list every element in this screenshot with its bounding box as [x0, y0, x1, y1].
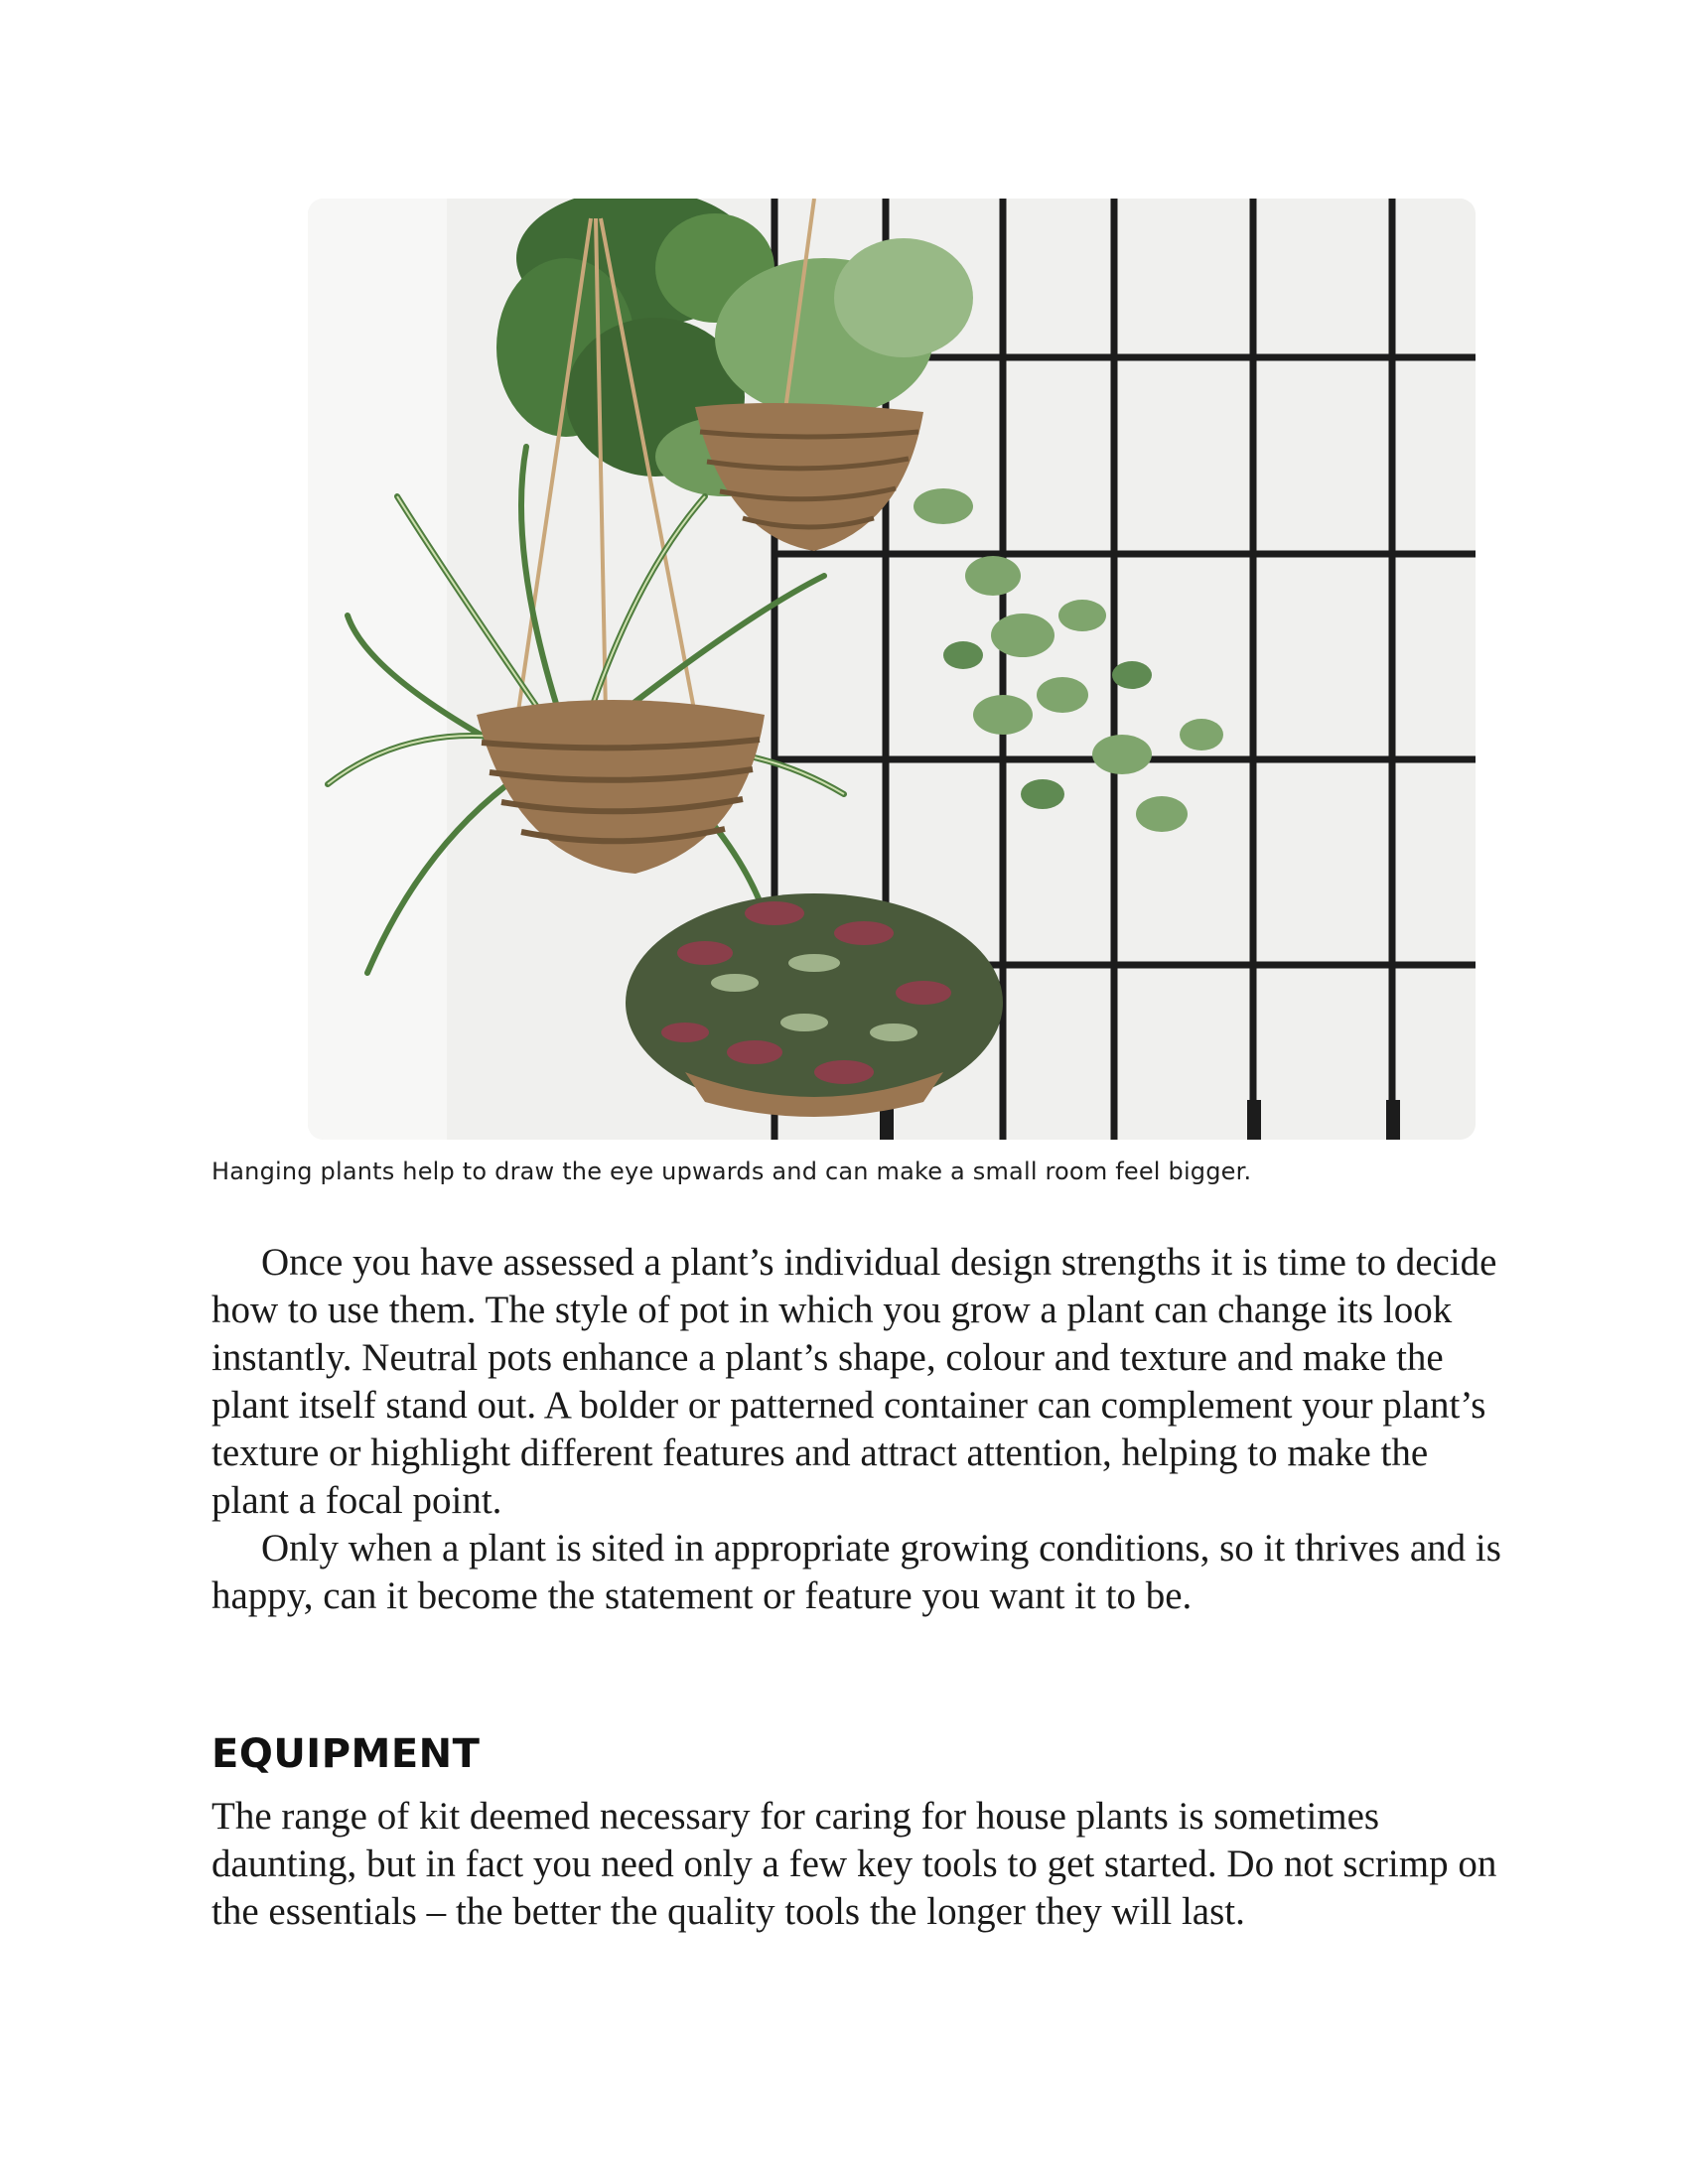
intro-paragraph-1: Once you have assessed a plant’s individual design strengths it is time to decide how to use them. The style of pot in which you grow a plant can change its look instantly. Neutral pots enhance a plant’s shape, colour and texture and make the plant itself stand out. A bolder or patterned container can complement your plant’s texture or highlight different features and attract attention, helping to make the plant a focal point.	[211, 1241, 1497, 1522]
figure-caption: Hanging plants help to draw the eye upwards and can make a small room feel bigger.	[211, 1158, 1252, 1185]
hanging-plants-photo	[308, 199, 1476, 1140]
section-heading-equipment: EQUIPMENT	[211, 1731, 481, 1777]
intro-text	[211, 1239, 1502, 1620]
intro-paragraph-2: Only when a plant is sited in appropriate growing conditions, so it thrives and is happy, can it become the statement or feature you want it to be.	[211, 1527, 1501, 1617]
equipment-text	[211, 1793, 1502, 1936]
equipment-paragraph: The range of kit deemed necessary for caring for house plants is sometimes daunting, but in fact you need only a few key tools to get started. Do not scrimp on the essentials – the better the quality tools the longer they will last.	[211, 1795, 1497, 1933]
